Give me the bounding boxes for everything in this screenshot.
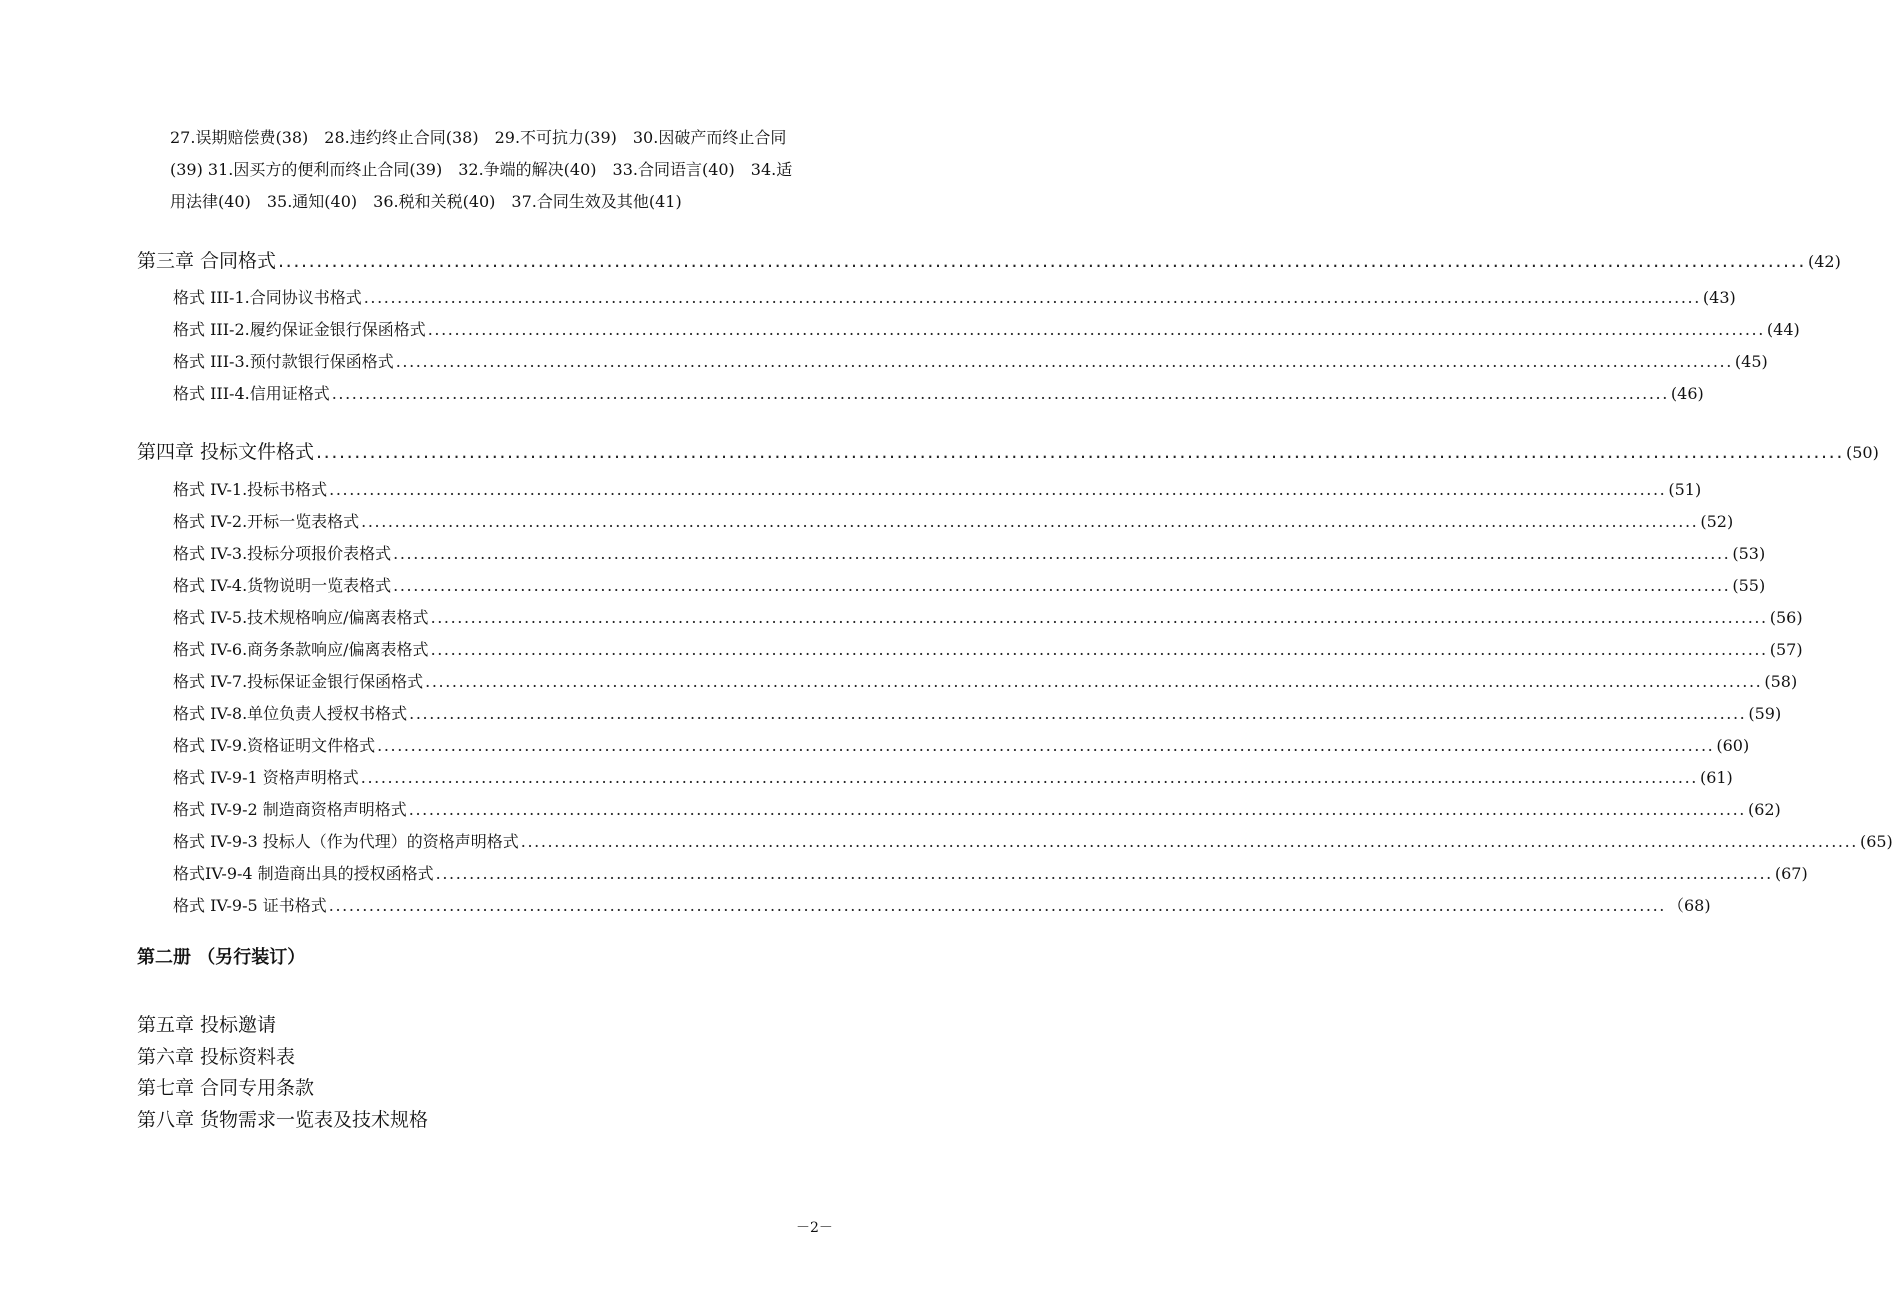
dot-leader: ........................................................................................................................................................................................................	[361, 512, 1699, 531]
toc-entry-label: 格式 IV-7.投标保证金银行保函格式	[173, 672, 424, 691]
volume-chapter-list	[137, 1010, 428, 1136]
volume-chapter-item[interactable]: 第五章 投标邀请	[137, 1014, 277, 1036]
volume-chapter-item[interactable]: 第七章 合同专用条款	[137, 1077, 315, 1099]
intro-line: (39) 31.因买方的便利而终止合同(39) 32.争端的解决(40) 33.合同语言(40) 34.适	[170, 160, 793, 179]
toc-entry[interactable]	[173, 701, 1782, 724]
toc-entry-label: 格式 IV-9-3 投标人（作为代理）的资格声明格式	[173, 832, 519, 851]
toc-chapter-label: 第三章 合同格式	[137, 250, 277, 272]
toc-entry-label: 格式 IV-8.单位负责人授权书格式	[173, 704, 408, 723]
toc-entry[interactable]	[173, 349, 1768, 372]
toc-page-number: (62)	[1747, 800, 1781, 819]
toc-entry-label: 格式 IV-6.商务条款响应/偏离表格式	[173, 640, 429, 659]
dot-leader: ........................................................................................................................................................................................................	[425, 672, 1763, 691]
dot-leader: ........................................................................................................................................................................................................	[393, 576, 1731, 595]
dot-leader: ........................................................................................................................................................................................................	[435, 864, 1773, 883]
toc-chapter-3[interactable]	[137, 246, 1841, 273]
dot-leader: ........................................................................................................................................................................................................	[409, 704, 1747, 723]
toc-page-number: (52)	[1700, 512, 1734, 531]
intro-paragraph	[170, 122, 840, 218]
toc-entry-label: 格式 IV-9.资格证明文件格式	[173, 736, 376, 755]
dot-leader: ........................................................................................................................................................................................................	[430, 608, 1768, 627]
toc-entry[interactable]	[173, 381, 1704, 404]
intro-line: 27.误期赔偿费(38) 28.违约终止合同(38) 29.不可抗力(39) 30.因破产而终止合同	[170, 128, 787, 147]
toc-entry[interactable]	[173, 509, 1734, 532]
toc-entry-label: 格式IV-9-4 制造商出具的授权函格式	[173, 864, 434, 883]
toc-entry-label: 格式 IV-9-2 制造商资格声明格式	[173, 800, 407, 819]
page-number: －2－	[796, 1220, 833, 1236]
dot-leader: ........................................................................................................................................................................................................	[395, 352, 1733, 371]
toc-page-number: (60)	[1716, 736, 1750, 755]
toc-page-number: (56)	[1769, 608, 1803, 627]
toc-entry[interactable]	[173, 285, 1736, 308]
toc-chapter-label: 第四章 投标文件格式	[137, 441, 315, 463]
toc-entry-label: 格式 IV-9-1 资格声明格式	[173, 768, 359, 787]
toc-entry-label: 格式 III-3.预付款银行保函格式	[173, 352, 394, 371]
dot-leader: ........................................................................................................................................................................................................	[329, 480, 1667, 499]
toc-entry-label: 格式 III-2.履约保证金银行保函格式	[173, 320, 426, 339]
toc-page-number: (55)	[1732, 576, 1766, 595]
toc-entry[interactable]	[173, 317, 1800, 340]
toc-entry-label: 格式 IV-5.技术规格响应/偏离表格式	[173, 608, 429, 627]
intro-line: 用法律(40) 35.通知(40) 36.税和关税(40) 37.合同生效及其他(41)	[170, 192, 682, 211]
toc-page-number: (67)	[1774, 864, 1808, 883]
toc-page-number: (43)	[1702, 288, 1736, 307]
dot-leader: ........................................................................................................................................................................................................	[520, 832, 1858, 851]
volume-chapter-item[interactable]: 第八章 货物需求一览表及技术规格	[137, 1108, 429, 1131]
toc-entry-label: 格式 IV-3.投标分项报价表格式	[173, 544, 392, 563]
volume-title: 第二册 （另行装订）	[137, 947, 306, 968]
toc-page-number: (58)	[1764, 672, 1798, 691]
toc-entry-label: 格式 IV-9-5 证书格式	[173, 896, 327, 915]
dot-leader: ........................................................................................................................................................................................................	[393, 544, 1731, 563]
toc-entry[interactable]	[173, 541, 1766, 564]
toc-page-number: (44)	[1766, 320, 1800, 339]
toc-page-number: (46)	[1670, 384, 1704, 403]
toc-entry[interactable]	[173, 669, 1798, 692]
dot-leader: ........................................................................................................................................................................................................	[328, 896, 1666, 915]
toc-page-number: (61)	[1699, 768, 1733, 787]
toc-entry[interactable]	[173, 733, 1750, 756]
toc-entry-label: 格式 IV-4.货物说明一览表格式	[173, 576, 392, 595]
toc-chapter-4[interactable]	[137, 437, 1879, 464]
dot-leader: ........................................................................................................................................................................................................	[363, 288, 1701, 307]
toc-entry[interactable]	[173, 605, 1803, 628]
toc-entry[interactable]	[173, 477, 1702, 500]
toc-entry[interactable]	[173, 637, 1803, 660]
toc-page-number: (57)	[1769, 640, 1803, 659]
toc-page-number: (65)	[1859, 832, 1893, 851]
toc-page-number: (45)	[1734, 352, 1768, 371]
dot-leader: ........................................................................................................................................................................................................	[278, 250, 1806, 272]
toc-entry-label: 格式 IV-1.投标书格式	[173, 480, 328, 499]
toc-entry-label: 格式 III-1.合同协议书格式	[173, 288, 362, 307]
toc-page-number: (51)	[1668, 480, 1702, 499]
toc-entry[interactable]	[173, 861, 1808, 884]
dot-leader: ........................................................................................................................................................................................................	[316, 441, 1844, 463]
volume-chapter-item[interactable]: 第六章 投标资料表	[137, 1045, 296, 1068]
toc-entry[interactable]	[173, 573, 1766, 596]
toc-page-number: （68)	[1667, 896, 1711, 915]
toc-page-number: (59)	[1748, 704, 1782, 723]
toc-entry[interactable]	[173, 893, 1711, 916]
dot-leader: ........................................................................................................................................................................................................	[430, 640, 1768, 659]
toc-entry-label: 格式 IV-2.开标一览表格式	[173, 512, 360, 531]
dot-leader: ........................................................................................................................................................................................................	[331, 384, 1669, 403]
toc-page-number: (50)	[1845, 443, 1879, 462]
dot-leader: ........................................................................................................................................................................................................	[408, 800, 1746, 819]
toc-entry[interactable]	[173, 797, 1781, 820]
toc-page-number: (53)	[1732, 544, 1766, 563]
toc-entry[interactable]	[173, 829, 1893, 852]
toc-entry[interactable]	[173, 765, 1733, 788]
dot-leader: ........................................................................................................................................................................................................	[427, 320, 1765, 339]
dot-leader: ........................................................................................................................................................................................................	[377, 736, 1715, 755]
dot-leader: ........................................................................................................................................................................................................	[360, 768, 1698, 787]
toc-entry-label: 格式 III-4.信用证格式	[173, 384, 330, 403]
toc-page-number: (42)	[1807, 252, 1841, 271]
